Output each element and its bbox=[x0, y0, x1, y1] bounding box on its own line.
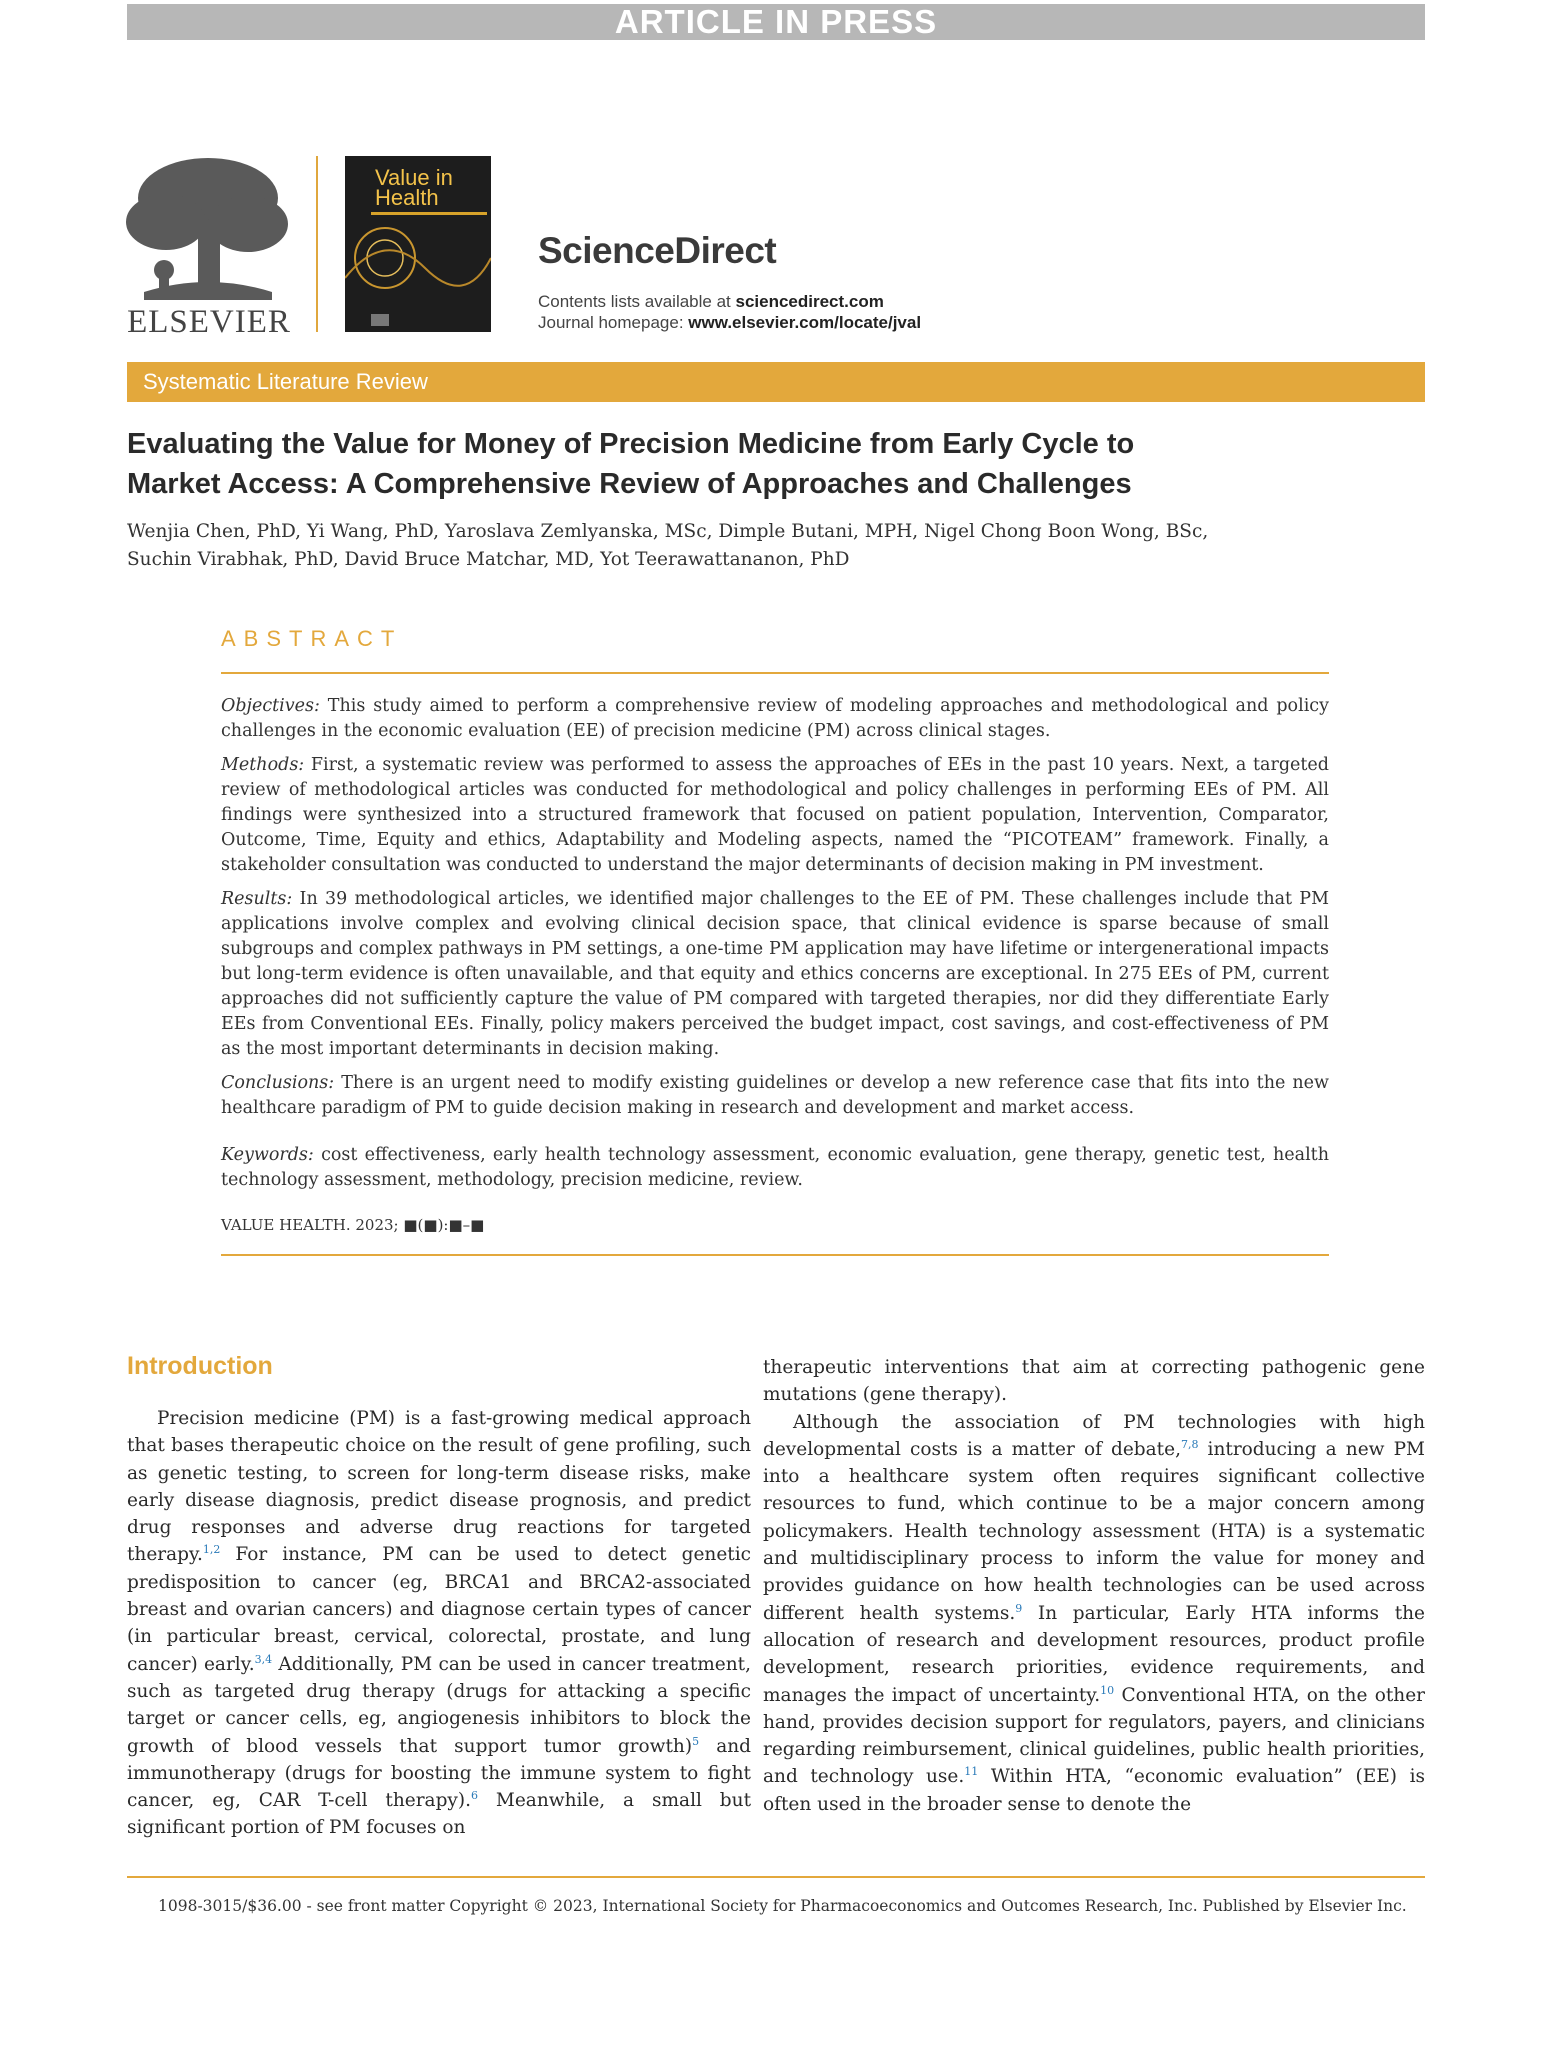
reference-link[interactable]: 1,2 bbox=[202, 1543, 221, 1557]
journal-homepage-link[interactable]: www.elsevier.com/locate/jval bbox=[688, 313, 922, 332]
abstract-objectives: Objectives: This study aimed to perform a comprehensive review of modeling approaches and methodological and policy challenges in the economic evaluation (EE) of precision medicine (PM) across clinical stages. bbox=[221, 696, 1329, 741]
abstract-top-rule bbox=[221, 672, 1329, 674]
article-in-press-banner: ARTICLE IN PRESS bbox=[127, 4, 1425, 40]
abstract-conclusions: Conclusions: There is an urgent need to modify existing guidelines or develop a new reference case that fits into the new healthcare paradigm of PM to guide decision making in research and development and market access. bbox=[221, 1073, 1329, 1118]
introduction-heading: Introduction bbox=[127, 1352, 273, 1380]
article-title: Evaluating the Value for Money of Precision Medicine from Early Cycle to Market Access: A Comprehensive Review of Approaches and Challenges bbox=[127, 428, 1135, 500]
reference-link[interactable]: 11 bbox=[964, 1765, 979, 1779]
article-type-band: Systematic Literature Review bbox=[127, 362, 1425, 402]
sciencedirect-link[interactable]: sciencedirect.com bbox=[735, 292, 884, 311]
footer-rule bbox=[127, 1876, 1425, 1878]
abstract-results: Results: In 39 methodological articles, we identified major challenges to the EE of PM. These challenges include that PM applications involve complex and evolving clinical decision space, that clinical evidence is sparse because of small subgroups and complex pathways in PM settings, a one-time PM application may have lifetime or intergenerational impacts but long-term evidence is often unavailable, and that equity and ethics concerns are exceptional. In 275 EEs of PM, current approaches did not sufficiently capture the value of PM compared with targeted therapies, nor did they differentiate Early EEs from Conventional EEs. Finally, policy makers perceived the budget impact, cost savings, and cost-effectiveness of PM as the most important determinants in decision making. bbox=[221, 889, 1329, 1059]
publisher-name: ELSEVIER bbox=[127, 304, 291, 340]
sciencedirect-brand[interactable]: ScienceDirect bbox=[538, 230, 777, 271]
reference-link[interactable]: 7,8 bbox=[1180, 1437, 1199, 1451]
reference-link[interactable]: 9 bbox=[1015, 1601, 1023, 1615]
abstract-body bbox=[221, 694, 1329, 1202]
reference-link[interactable]: 3,4 bbox=[254, 1652, 273, 1666]
intro-paragraph-1-continued: therapeutic interventions that aim at correcting pathogenic gene mutations (gene therapy). bbox=[763, 1357, 1425, 1406]
contents-line: Contents lists available at sciencedirect.com bbox=[538, 292, 884, 311]
intro-paragraph-2: Although the association of PM technologies with high developmental costs is a matter of debate,$^{7,8}$ introducing a new PM into a healthcare system often requires significant collective resources to fund, which continue to be a major concern among policymakers. Health technology assessment (HTA) is a systematic and multidisciplinary process to inform the value for money and provides guidance on how health technologies can be used across different health systems.$^9$ In particular, Early HTA informs the allocation of research and development resources, product profile development, research priorities, evidence requirements, and manages the impact of uncertainty.$^{10}$ Conventional HTA, on the other hand, provides decision support for regulators, payers, and clinicians regarding reimbursement, clinical guidelines, public health priorities, and technology use.$^{11}$ Within HTA, “economic evaluation” (EE) is often used in the broader sense to denote the bbox=[763, 1411, 1426, 1815]
author-list: Wenjia Chen, PhD, Yi Wang, PhD, Yaroslava Zemlyanska, MSc, Dimple Butani, MPH, Nigel Chong Boon Wong, BSc, Suchin Virabhak, PhD, David Bruce Matchar, MD, Yot Teerawattananon, PhD bbox=[127, 521, 1209, 570]
copyright-footer: 1098-3015/$36.00 - see front matter Copyright © 2023, International Society for Pharmacoeconomics and Outcomes Research, Inc. Published by Elsevier Inc. bbox=[158, 1897, 1407, 1915]
reference-link[interactable]: 5 bbox=[692, 1734, 700, 1748]
reference-link[interactable]: 10 bbox=[1100, 1683, 1115, 1697]
abstract-heading: ABSTRACT bbox=[221, 626, 403, 651]
journal-citation: VALUE HEALTH. 2023; ■(■):■–■ bbox=[221, 1216, 485, 1234]
cover-band bbox=[371, 212, 487, 215]
homepage-line: Journal homepage: www.elsevier.com/locate/jval bbox=[538, 313, 922, 332]
abstract-methods: Methods: First, a systematic review was performed to assess the approaches of EEs in the past 10 years. Next, a targeted review of methodological articles was conducted for methodological and policy challenges in performing EEs of PM. All findings were synthesized into a structured framework that focused on patient population, Intervention, Comparator, Outcome, Time, Equity and ethics, Adaptability and Modeling aspects, named the “PICOTEAM” framework. Finally, a stakeholder consultation was conducted to understand the major determinants of decision making in PM investment. bbox=[221, 755, 1329, 875]
journal-cover bbox=[345, 156, 491, 332]
body-column-right bbox=[763, 1354, 1425, 1818]
body-column-left bbox=[127, 1405, 751, 1842]
cover-swirl-graphic bbox=[345, 218, 491, 332]
header-divider bbox=[316, 156, 318, 332]
abstract-keywords: Keywords: cost effectiveness, early health technology assessment, economic evaluation, gene therapy, genetic test, health technology assessment, methodology, precision medicine, review. bbox=[221, 1145, 1329, 1190]
cover-title: Value in Health bbox=[375, 165, 453, 210]
reference-link[interactable]: 6 bbox=[470, 1789, 478, 1802]
abstract-bottom-rule bbox=[221, 1254, 1329, 1256]
intro-paragraph-1: Precision medicine (PM) is a fast-growing medical approach that bases therapeutic choice on the result of gene profiling, such as genetic testing, to screen for long-term disease risks, make early disease diagnosis, predict disease prognosis, and predict drug responses and adverse drug reactions for targeted therapy.$^{1,2}$ For instance, PM can be used to detect genetic predisposition to cancer (eg, BRCA1 and BRCA2-associated breast and ovarian cancers) and diagnose certain types of cancer (in particular breast, cervical, colorectal, prostate, and lung cancer) early.$^{3,4}$ Additionally, PM can be used in cancer treatment, such as targeted drug therapy (drugs for attacking a specific target or cancer cells, eg, angiogenesis inhibitors to block the growth of blood vessels that support tumor growth)$^5$ and immunotherapy (drugs for boosting the immune system to fight cancer, eg, CAR T-cell therapy).$^6$ Meanwhile, a small but significant portion of PM focuses on bbox=[127, 1408, 751, 1839]
